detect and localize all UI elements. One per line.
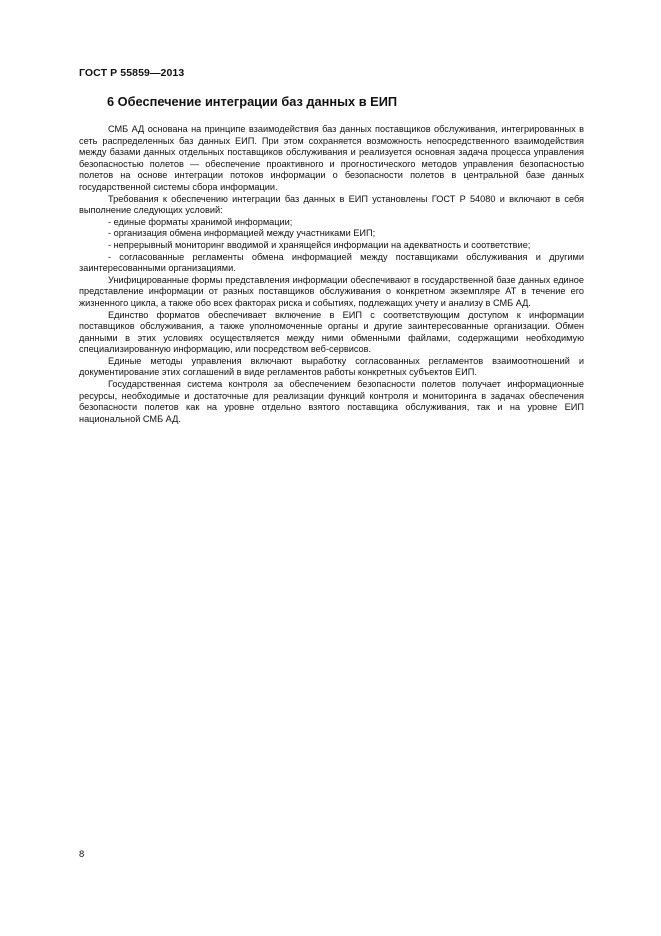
list-item: - согласованные регламенты обмена информацией между поставщиками обслуживания и другими заинтересованными организациями. [79,251,584,274]
section-title: 6 Обеспечение интеграции баз данных в ЕИП [107,94,398,109]
requirements-paragraph: Требования к обеспечению интеграции баз данных в ЕИП установлены ГОСТ Р 54080 и включают в себя выполнение следующих условий: [79,193,584,216]
format-unity-paragraph: Единство форматов обеспечивает включение в ЕИП с соответствующим доступом к информации поставщиков обслуживания, а также уполномоченные органы и другие заинтересованные организации. Обмен данными в этих условиях осуществляется между ними обменными файлами, содержащими необходимую специализированную информацию, или посредством веб-сервисов. [79,309,584,355]
intro-paragraph: СМБ АД основана на принципе взаимодействия баз данных поставщиков обслуживания, интегрированных в сеть распределенных баз данных ЕИП. При этом сохраняется возможность непосредственного взаимодействия между базами данных отдельных поставщиков обслуживания и реализуется основная задача процесса управления безопасностью полетов — обеспечение проактивного и прогностического методов управления безопасностью полетов на основе интеграции потоков информации о безопасности полетов в центральной базе данных государственной системы сбора информации. [79,124,584,192]
page-number: 8 [79,849,85,860]
list-item: - организация обмена информацией между участниками ЕИП; [108,228,376,239]
list-item: - единые форматы хранимой информации; [108,216,293,227]
section-body [79,124,584,425]
conditions-list [79,217,584,275]
list-item: - непрерывный мониторинг вводимой и хранящейся информации на адекватность и соответствие; [108,239,531,250]
state-system-paragraph: Государственная система контроля за обеспечением безопасности полетов получает информационные ресурсы, необходимые и достаточные для реализации функций контроля и мониторинга в задачах обеспечения безопасности полетов как на уровне отдельно взятого поставщика обслуживания, так и на уровне ЕИП национальной СМБ АД. [79,379,584,424]
unified-forms-paragraph: Унифицированные формы представления информации обеспечивают в государственной базе данных единое представление информации от разных поставщиков обслуживания о конкретном экземпляре АТ в течение его жизненного цикла, а также обо всех факторах риска и событиях, подлежащих учету и анализу в СМБ АД. [79,274,584,308]
document-header: ГОСТ Р 55859—2013 [79,67,185,79]
management-methods-paragraph: Единые методы управления включают выработку согласованных регламентов взаимоотношений и документирование этих соглашений в виде регламентов работы конкретных субъектов ЕИП. [79,355,584,378]
